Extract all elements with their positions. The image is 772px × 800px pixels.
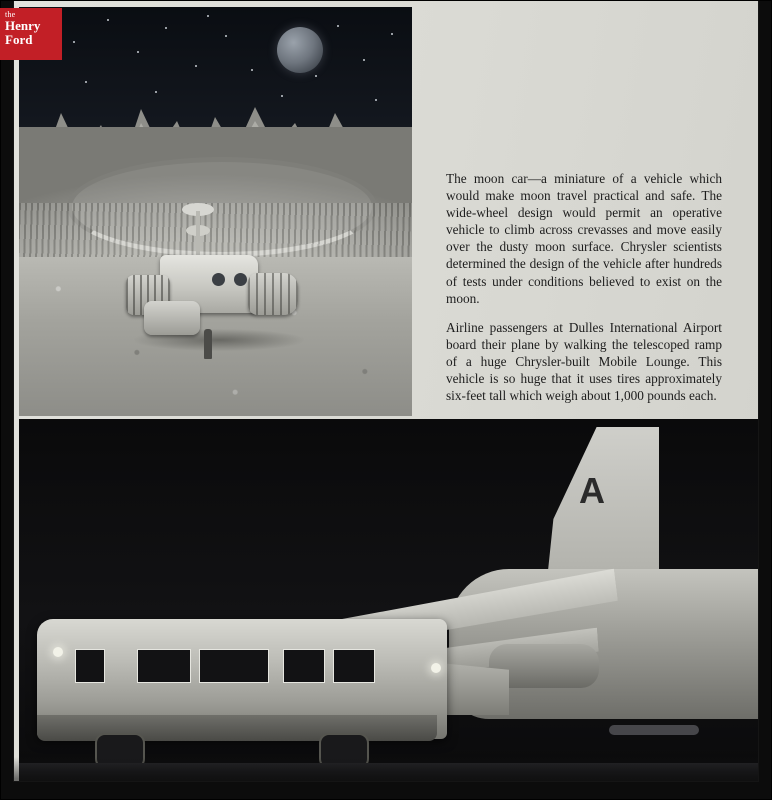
porthole-window xyxy=(212,273,225,286)
apron-light xyxy=(53,647,63,657)
tarmac xyxy=(19,763,758,781)
paragraph-moon-car: The moon car—a miniature of a vehicle which would make moon travel practical and safe. The wide-wheel design would permit an operative vehicle to climb across crevasses and move easily over the dusty moon surface. Chrysler scientists determined the design of the vehicle after hundreds of tests under conditions believed to exist on the moon. xyxy=(446,171,722,306)
henry-ford-logo-watermark xyxy=(0,8,62,60)
moon-car-vehicle xyxy=(124,203,324,383)
antenna-mast xyxy=(196,211,200,257)
lounge-window xyxy=(283,649,325,683)
wheel-slats-right xyxy=(248,273,298,315)
star xyxy=(337,25,339,27)
logo-line-the: the xyxy=(5,10,16,19)
lounge-window xyxy=(199,649,269,683)
star xyxy=(73,41,75,43)
human-figure-for-scale xyxy=(204,329,212,359)
moon-car-photograph xyxy=(19,7,412,416)
book-page xyxy=(14,0,758,781)
paragraph-mobile-lounge: Airline passengers at Dulles International Airport board their plane by walking the telescoped ramp of a huge Chrysler-built Mobile Lounge. This vehicle is so huge that it uses tires approximately six-feet tall which weigh about 1,000 pounds each. xyxy=(446,319,722,404)
logo-line-henry: Henry xyxy=(5,18,41,34)
lounge-window xyxy=(137,649,191,683)
tail-logo-letter: A xyxy=(579,470,605,511)
logo-line-ford: Ford xyxy=(5,32,33,48)
lounge-window xyxy=(75,649,105,683)
porthole-window xyxy=(234,273,247,286)
distant-aircraft xyxy=(609,725,699,735)
lounge-window xyxy=(333,649,375,683)
apron-light xyxy=(431,663,441,673)
mobile-lounge-photograph xyxy=(19,419,758,781)
star xyxy=(107,19,109,21)
star xyxy=(207,15,209,17)
body-text-column xyxy=(446,170,722,404)
star xyxy=(225,35,227,37)
star xyxy=(391,33,393,35)
star xyxy=(165,27,167,29)
wide-wheel-front xyxy=(144,301,200,335)
